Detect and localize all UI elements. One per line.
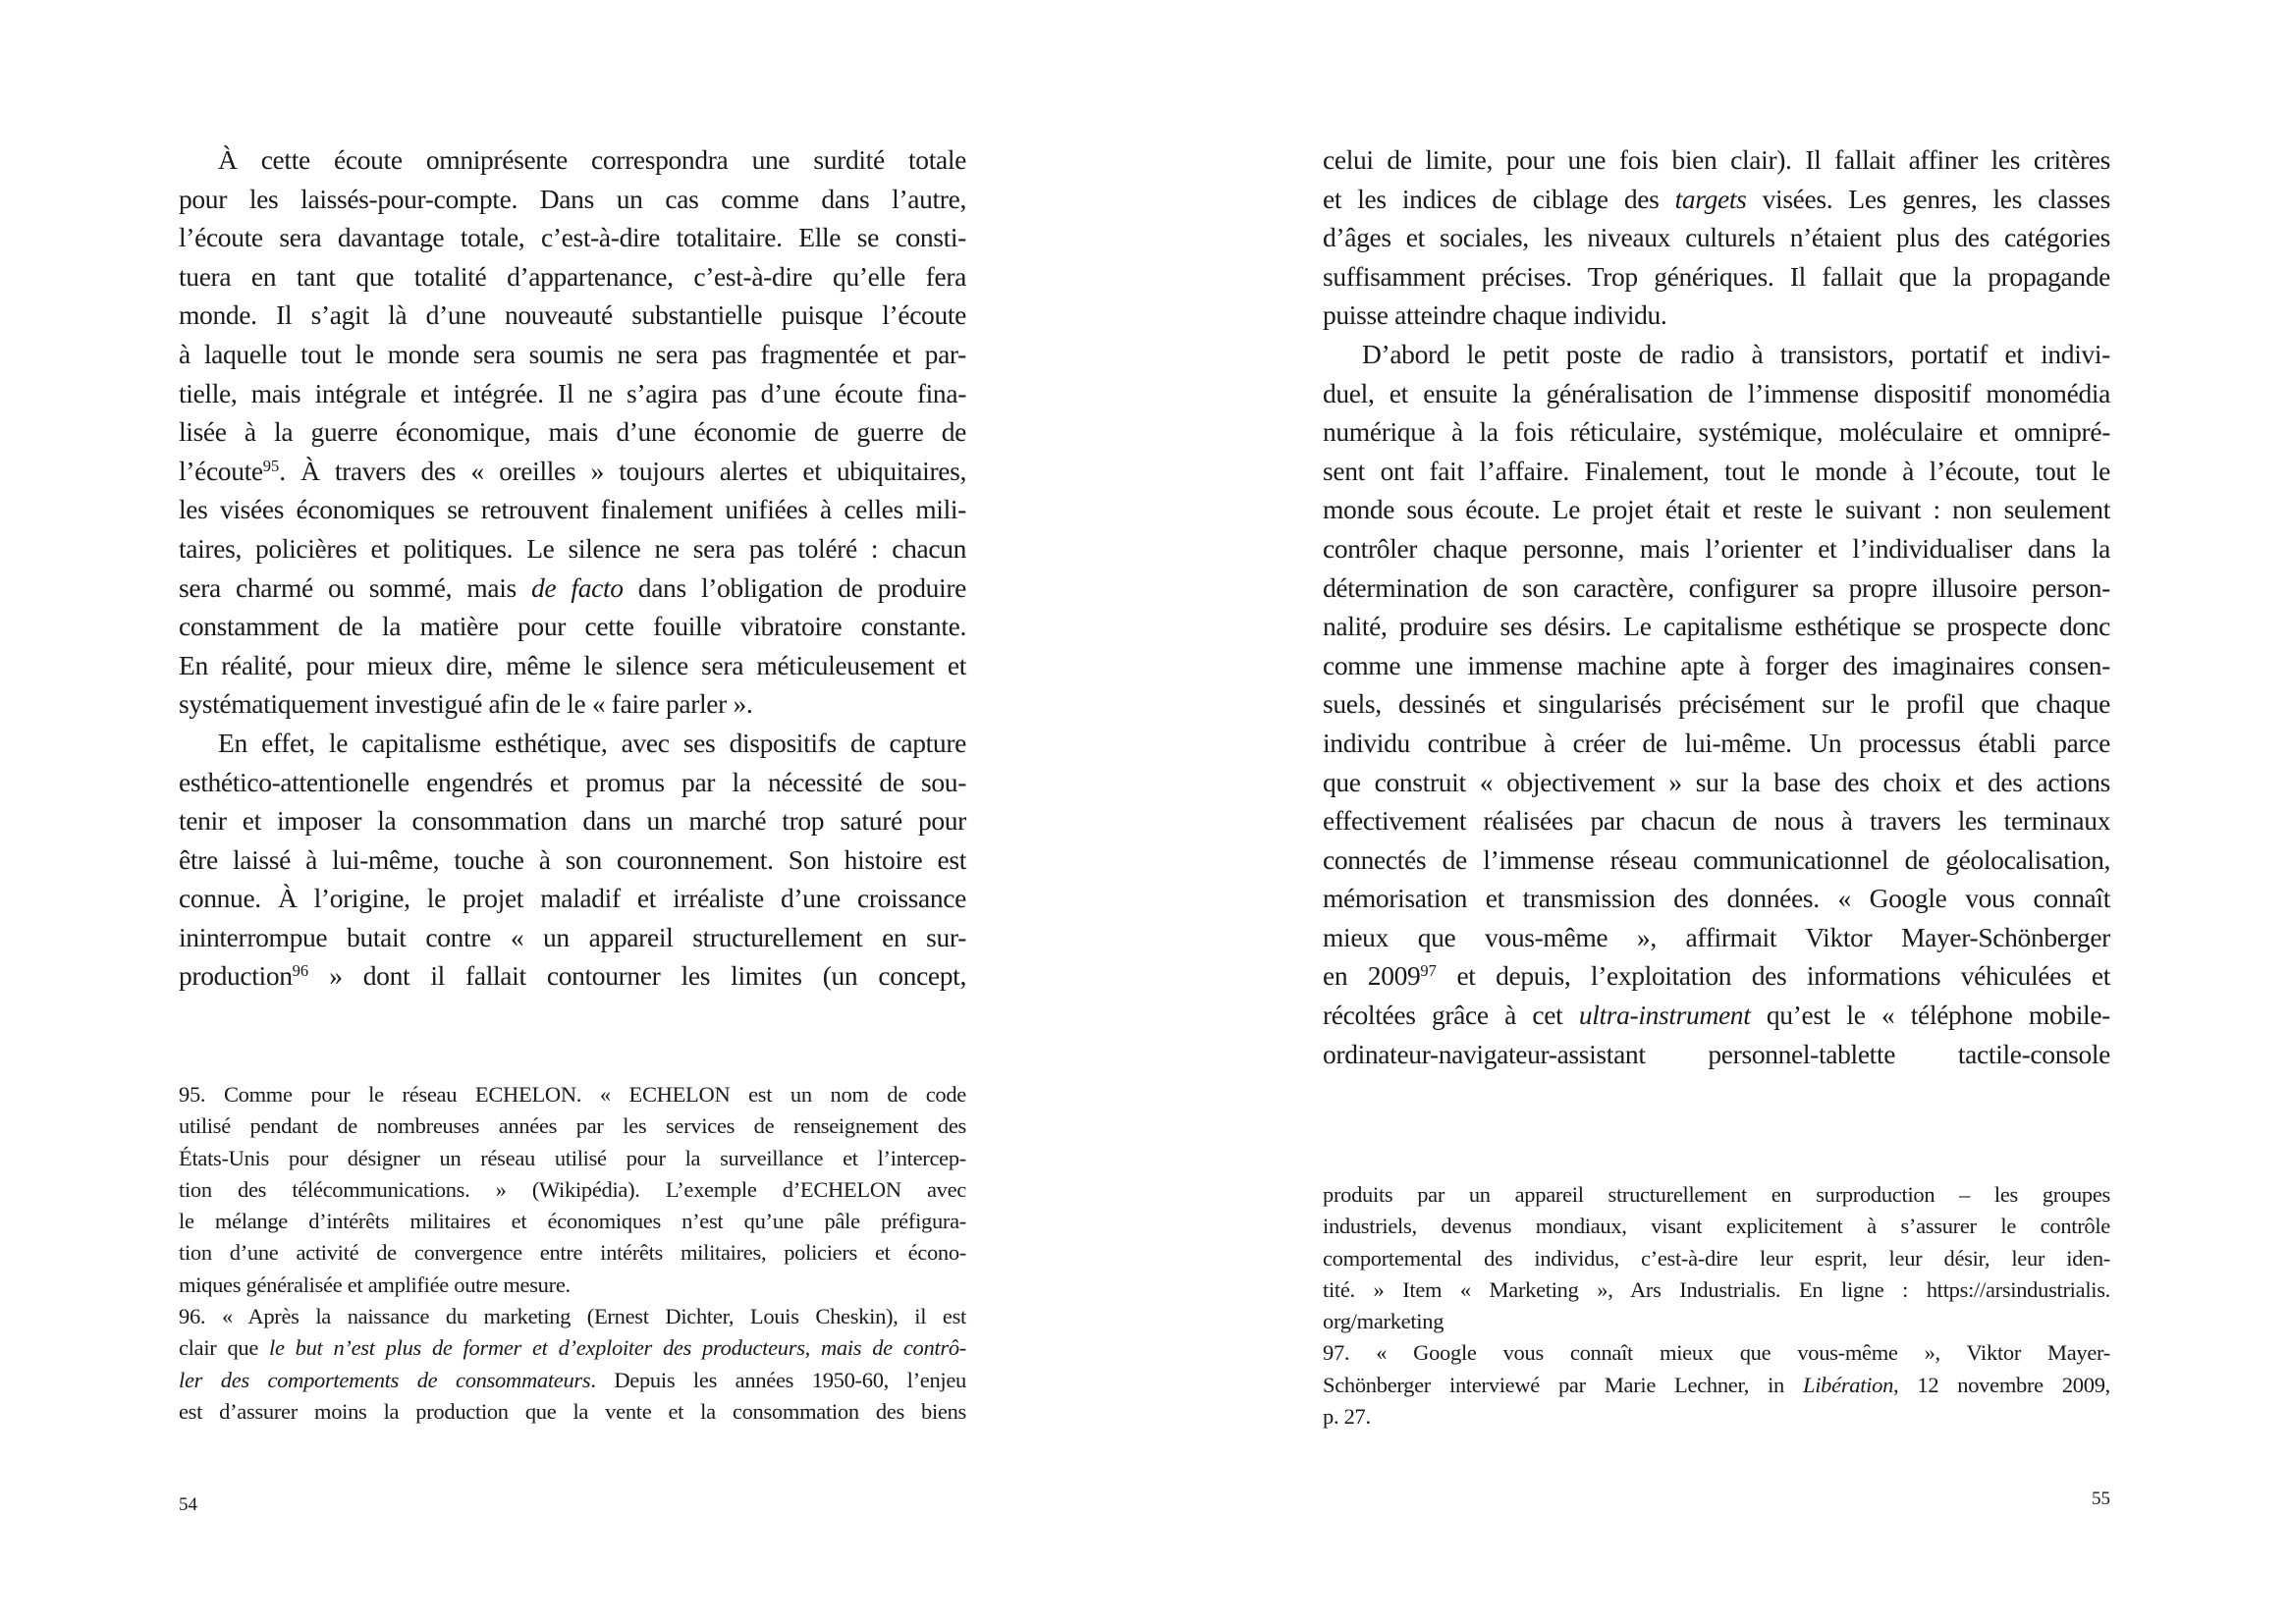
text-line: ininterrompue butait contre « un appareil structurellement en sur-: [179, 921, 966, 952]
footnote-line: p. 27.: [1323, 1404, 1371, 1430]
text-line: [179, 956, 966, 996]
text-line: d’âges et sociales, les niveaux culturels n’étaient plus des catégories: [1323, 222, 2110, 253]
text-line: À cette écoute omniprésente correspondra une surdité totale: [218, 144, 966, 175]
text-line: ordinateur-navigateur-assistant personnel-tablette tactile-console: [1323, 1038, 2110, 1069]
left-page: [179, 0, 966, 1624]
text-run: sera charmé ou sommé, mais: [179, 571, 531, 603]
left-body-text: [179, 140, 966, 996]
footnote-line: 95. Comme pour le réseau ECHELON. « ECHELON est un nom de code: [179, 1082, 966, 1107]
text-line: En effet, le capitalisme esthétique, avec ses dispositifs de capture: [218, 727, 966, 758]
text-run: dans l’obligation de produire: [623, 571, 966, 603]
text-run: et les indices de ciblage des: [1323, 183, 1675, 214]
footnote-line: 97. « Google vous connaît mieux que vous-même », Viktor Mayer-: [1323, 1340, 2110, 1366]
footnote-line: org/marketing: [1323, 1309, 1444, 1334]
footnote-reference: 96: [292, 961, 309, 981]
text-line: individu contribue à créer de lui-même. Un processus établi parce: [1323, 727, 2110, 758]
text-line: constamment de la matière pour cette fouille vibratoire constante.: [179, 611, 966, 642]
text-line: monde. Il s’agit là d’une nouveauté substantielle puisque l’écoute: [179, 299, 966, 331]
footnote-line: produits par un appareil structurellement en surproduction – les groupes: [1323, 1182, 2110, 1207]
text-line: [1323, 996, 2110, 1035]
footnote-line: tion des télécommunications. » (Wikipédia). L’exemple d’ECHELON avec: [179, 1176, 966, 1202]
text-line: détermination de son caractère, configurer sa propre illusoire person-: [1323, 571, 2110, 603]
text-line: suffisamment précises. Trop génériques. Il fallait que la propagande: [1323, 260, 2110, 292]
text-run: clair que: [179, 1335, 270, 1361]
italic-run: de facto: [531, 571, 624, 603]
italic-run: Libération: [1803, 1372, 1894, 1397]
text-line: mieux que vous-même », affirmait Viktor Mayer-Schönberger: [1323, 921, 2110, 952]
footnote-line: le mélange d’intérêts militaires et économiques n’est qu’une pâle préfigura-: [179, 1209, 966, 1234]
italic-run: le but n’est plus de former et d’exploiter des producteurs, mais de contrô-: [269, 1335, 966, 1361]
footnote-reference: 97: [1420, 961, 1437, 981]
text-line: puisse atteindre chaque individu.: [1323, 299, 1667, 331]
text-line: [179, 568, 966, 608]
footnote-line: tion d’une activité de convergence entre intérêts militaires, policiers et écono-: [179, 1240, 966, 1266]
text-line: taires, policières et politiques. Le silence ne sera pas toléré : chacun: [179, 532, 966, 564]
footnote-line: [1323, 1370, 2110, 1401]
text-line: effectivement réalisées par chacun de nous à travers les terminaux: [1323, 805, 2110, 837]
text-line: [1323, 956, 2110, 996]
text-line: connectés de l’immense réseau communicationnel de géolocalisation,: [1323, 843, 2110, 875]
footnote-line: comportemental des individus, c’est-à-dire leur esprit, leur désir, leur iden-: [1323, 1245, 2110, 1271]
footnote-reference: 95: [262, 456, 280, 475]
footnote-line: utilisé pendant de nombreuses années par les services de renseignement des: [179, 1113, 966, 1139]
footnote-line: tité. » Item « Marketing », Ars Industrialis. En ligne : https://arsindustrialis.: [1323, 1276, 2110, 1302]
text-run: , 12 novembre 2009,: [1893, 1372, 2110, 1397]
text-line: numérique à la fois réticulaire, systémique, moléculaire et omnipré-: [1323, 416, 2110, 448]
text-line: tenir et imposer la consommation dans un marché trop saturé pour: [179, 805, 966, 837]
text-line: être laissé à lui-même, touche à son couronnement. Son histoire est: [179, 843, 966, 875]
text-line: celui de limite, pour une fois bien clair). Il fallait affiner les critères: [1323, 144, 2110, 175]
italic-run: ultra-instrument: [1578, 1000, 1751, 1031]
text-line: sent ont fait l’affaire. Finalement, tout le monde à l’écoute, tout le: [1323, 455, 2110, 486]
text-line: l’écoute sera davantage totale, c’est-à-dire totalitaire. Elle se consti-: [179, 222, 966, 253]
left-footnotes: [179, 1079, 966, 1428]
text-run: récoltées grâce à cet: [1323, 1000, 1579, 1031]
footnote-line: est d’assurer moins la production que la vente et la consommation des biens: [179, 1398, 966, 1424]
right-footnotes: [1323, 1179, 2110, 1433]
text-line: contrôler chaque personne, mais l’orienter et l’individualiser dans la: [1323, 532, 2110, 564]
text-line: que construit « objectivement » sur la base des choix et des actions: [1323, 766, 2110, 797]
text-line: les visées économiques se retrouvent finalement unifiées à celles mili-: [179, 494, 966, 525]
text-line: duel, et ensuite la généralisation de l’immense dispositif monomédia: [1323, 377, 2110, 408]
text-line: tielle, mais intégrale et intégrée. Il ne s’agira pas d’une écoute fina-: [179, 377, 966, 408]
text-line: En réalité, pour mieux dire, même le silence sera méticuleusement et: [179, 649, 966, 680]
text-line: connue. À l’origine, le projet maladif et irréaliste d’une croissance: [179, 883, 966, 914]
page-number-right: 55: [2092, 1489, 2110, 1509]
text-run: Schönberger interviewé par Marie Lechner, in: [1323, 1372, 1804, 1397]
footnote-line: [179, 1365, 966, 1396]
text-line: nalité, produire ses désirs. Le capitalisme esthétique se prospecte donc: [1323, 611, 2110, 642]
text-run: et depuis, l’exploitation des informations véhiculées et: [1436, 960, 2110, 992]
italic-run: targets: [1674, 183, 1747, 214]
footnote-line: 96. « Après la naissance du marketing (Ernest Dichter, Louis Cheskin), il est: [179, 1304, 966, 1329]
text-line: pour les laissés-pour-compte. Dans un cas comme dans l’autre,: [179, 183, 966, 214]
right-page: [1323, 0, 2110, 1624]
text-line: comme une immense machine apte à forger des imaginaires consen-: [1323, 649, 2110, 680]
text-line: lisée à la guerre économique, mais d’une économie de guerre de: [179, 416, 966, 448]
text-line: suels, dessinés et singularisés précisément sur le profil que chaque: [1323, 688, 2110, 720]
text-run: l’écoute: [179, 455, 263, 486]
text-run: qu’est le « téléphone mobile-: [1750, 1000, 2110, 1031]
text-line: tuera en tant que totalité d’appartenance, c’est-à-dire qu’elle fera: [179, 260, 966, 292]
text-run: visées. Les genres, les classes: [1746, 183, 2110, 214]
text-line: esthético-attentionelle engendrés et promus par la nécessité de sou-: [179, 766, 966, 797]
text-run: . Depuis les années 1950-60, l’enjeu: [590, 1367, 966, 1392]
footnote-line: États-Unis pour désigner un réseau utilisé pour la surveillance et l’intercep-: [179, 1145, 966, 1170]
text-line: à laquelle tout le monde sera soumis ne sera pas fragmentée et par-: [179, 338, 966, 369]
text-line: systématiquement investigué afin de le « faire parler ».: [179, 688, 753, 720]
footnote-line: industriels, devenus mondiaux, visant explicitement à s’assurer le contrôle: [1323, 1214, 2110, 1239]
text-run: en 2009: [1323, 960, 1421, 992]
text-run: production: [179, 960, 293, 992]
footnote-line: miques généralisée et amplifiée outre mesure.: [179, 1272, 571, 1297]
text-run: » dont il fallait contourner les limites (un concept,: [308, 960, 966, 992]
text-line: [1323, 180, 2110, 219]
footnote-line: [179, 1332, 966, 1364]
right-body-text: [1323, 140, 2110, 1073]
text-line: monde sous écoute. Le projet était et reste le suivant : non seulement: [1323, 494, 2110, 525]
text-line: D’abord le petit poste de radio à transistors, portatif et indivi-: [1362, 338, 2110, 369]
page-number-left: 54: [179, 1494, 197, 1515]
text-line: mémorisation et transmission des données. « Google vous connaît: [1323, 883, 2110, 914]
italic-run: ler des comportements de consommateurs: [179, 1367, 591, 1392]
text-line: [179, 452, 966, 491]
text-run: . À travers des « oreilles » toujours alertes et ubiquitaires,: [279, 455, 966, 486]
